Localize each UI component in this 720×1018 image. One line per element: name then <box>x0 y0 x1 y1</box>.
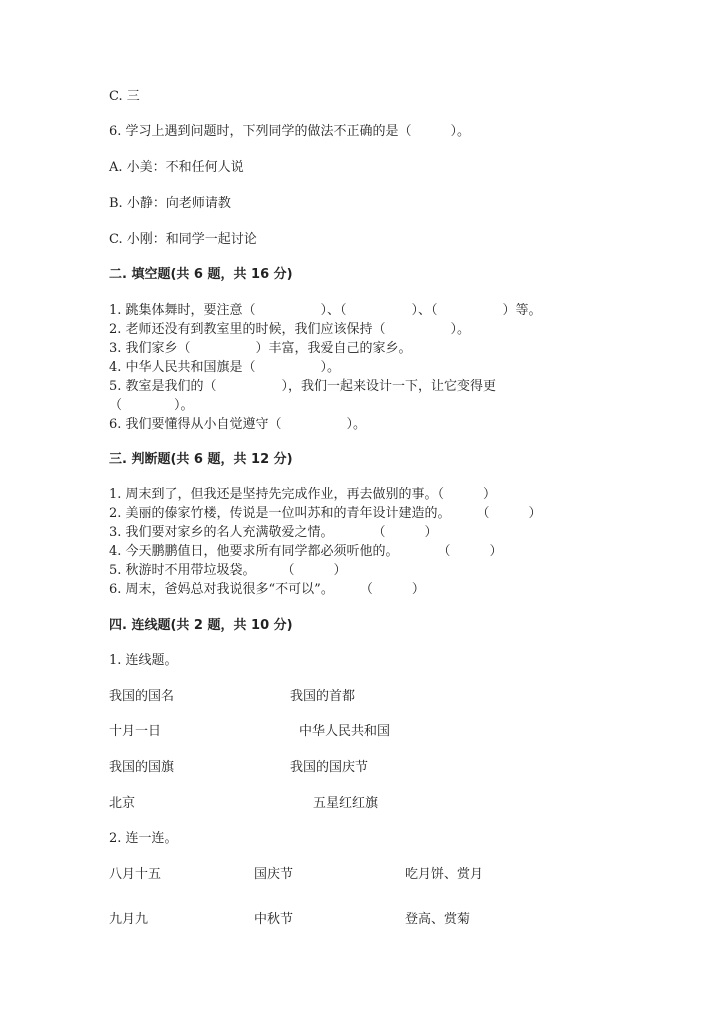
match-left-item: 我国的国名 <box>109 689 175 704</box>
match-date-item: 九月九 <box>109 912 149 927</box>
judgment-line: 1. 周末到了，但我还是坚持先完成作业，再去做别的事。（ ） <box>109 487 497 502</box>
q6-stem: 6. 学习上遇到问题时，下列同学的做法不正确的是（ ）。 <box>109 124 471 139</box>
section4-heading: 四. 连线题(共 2 题，共 10 分) <box>109 618 293 633</box>
q6-option-a: A. 小美：不和任何人说 <box>109 160 244 175</box>
q6-option-b: B. 小静：向老师请教 <box>109 196 231 211</box>
match-right-item: 我国的国庆节 <box>290 760 369 775</box>
match-festival-item: 中秋节 <box>254 912 294 927</box>
match-right-item: 我国的首都 <box>290 689 356 704</box>
match-custom-item: 吃月饼、赏月 <box>405 867 484 882</box>
fill-blank-line: 6. 我们要懂得从小自觉遵守（ ）。 <box>109 417 367 432</box>
section2-heading: 二. 填空题(共 6 题，共 16 分) <box>109 267 293 282</box>
judgment-line: 6. 周末，爸妈总对我说很多“不可以”。 （ ） <box>109 582 425 597</box>
judgment-line: 3. 我们要对家乡的名人充满敬爱之情。 （ ） <box>109 525 438 540</box>
match-right-item: 中华人民共和国 <box>299 724 391 739</box>
match-date-item: 八月十五 <box>109 867 162 882</box>
fill-blank-line: 2. 老师还没有到教室里的时候，我们应该保持（ ）。 <box>109 322 471 337</box>
fill-blank-line: 1. 跳集体舞时，要注意（ ）、（ ）、（ ）等。 <box>109 303 542 318</box>
match-custom-item: 登高、赏菊 <box>405 912 471 927</box>
match-left-item: 我国的国旗 <box>109 760 175 775</box>
fill-blank-line: 5. 教室是我们的（ ），我们一起来设计一下，让它变得更 <box>109 379 497 394</box>
judgment-line: 4. 今天鹏鹏值日，他要求所有同学都必须听他的。 （ ） <box>109 544 503 559</box>
match-right-item: 五星红红旗 <box>313 796 379 811</box>
section3-heading: 三. 判断题(共 6 题，共 12 分) <box>109 452 293 467</box>
match-left-item: 北京 <box>109 796 136 811</box>
fill-blank-line: （ ）。 <box>109 398 194 413</box>
q6-option-c: C. 小刚：和同学一起讨论 <box>109 232 257 247</box>
match-festival-item: 国庆节 <box>254 867 294 882</box>
fill-blank-line: 4. 中华人民共和国旗是（ ）。 <box>109 360 341 375</box>
q5-option-c: C. 三 <box>109 89 140 104</box>
fill-blank-line: 3. 我们家乡（ ）丰富，我爱自己的家乡。 <box>109 341 412 356</box>
judgment-line: 2. 美丽的傣家竹楼，传说是一位叫苏和的青年设计建造的。 （ ） <box>109 506 542 521</box>
match-left-item: 十月一日 <box>109 724 162 739</box>
matching-q1-title: 1. 连线题。 <box>109 653 178 668</box>
judgment-line: 5. 秋游时不用带垃圾袋。 （ ） <box>109 563 347 578</box>
matching-q2-title: 2. 连一连。 <box>109 831 178 846</box>
